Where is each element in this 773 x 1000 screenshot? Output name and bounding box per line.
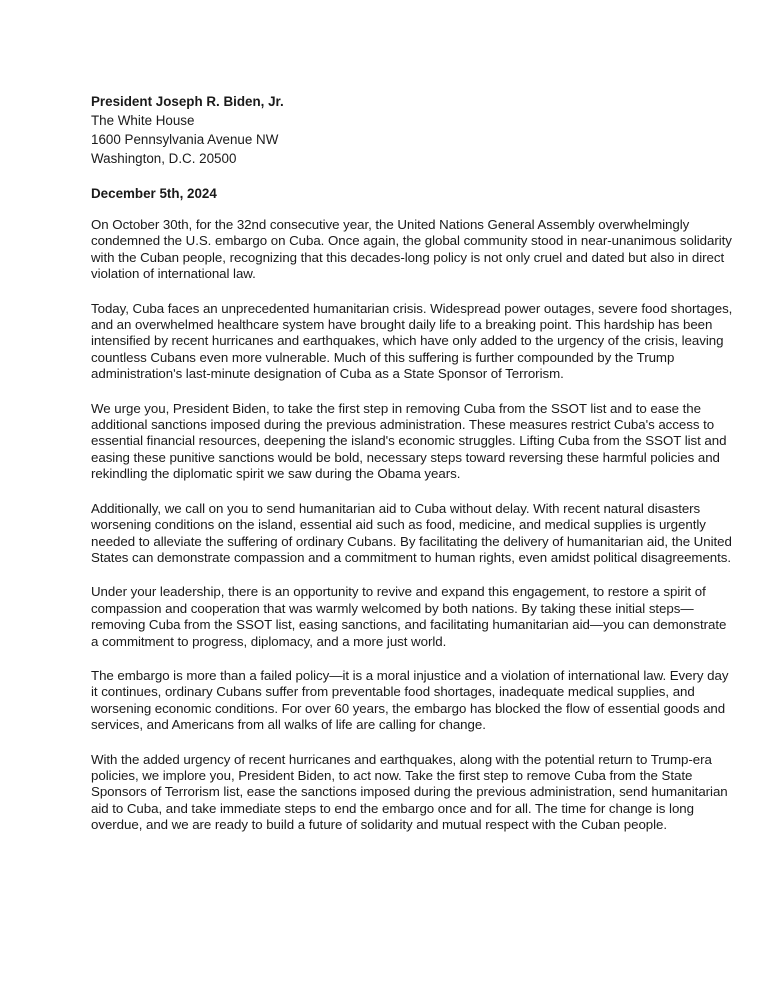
body-paragraph-6: The embargo is more than a failed policy—it is a moral injustice and a violation of international law. Every day it continues, ordinary Cubans suffer from preventable food shortages, inadequate medical supplies, and worsening economic conditions. For over 60 years, the embargo has blocked the flow of essential goods and services, and Americans from all walks of life are calling for change. [91, 667, 729, 733]
body-paragraph-2: Today, Cuba faces an unprecedented humanitarian crisis. Widespread power outages, severe food shortages, and an overwhelmed healthcare system have brought daily life to a breaking point. This hardship has been intensified by recent hurricanes and earthquakes, which have only added to the urgency of the crisis, leaving countless Cubans even more vulnerable. Much of this suffering is further compounded by the Trump administration's last-minute designation of Cuba as a State Sponsor of Terrorism. [91, 300, 733, 382]
body-paragraph-4: Additionally, we call on you to send humanitarian aid to Cuba without delay. With recent natural disasters worsening conditions on the island, essential aid such as food, medicine, and medical supplies is urgently needed to alleviate the suffering of ordinary Cubans. By facilitating the delivery of humanitarian aid, the United States can demonstrate compassion and a commitment to human rights, even amidst political disagreements. [91, 500, 732, 565]
body-paragraph-3: We urge you, President Biden, to take the first step in removing Cuba from the SSOT list and to ease the additional sanctions imposed during the previous administration. These measures restrict Cuba's access to essential financial resources, deepening the island's economic struggles. Lifting Cuba from the SSOT list and easing these punitive sanctions would be bold, necessary steps toward reversing these harmful policies and rekindling the diplomatic spirit we saw during the Obama years. [91, 400, 727, 482]
body-paragraph-1: On October 30th, for the 32nd consecutive year, the United Nations General Assembly overwhelmingly condemned the U.S. embargo on Cuba. Once again, the global community stood in near-unanimous solidarity with the Cuban people, recognizing that this decades-long policy is not only cruel and dated but also in direct violation of international law. [91, 217, 732, 282]
address-line-2: 1600 Pennsylvania Avenue NW [91, 132, 279, 147]
address-line-1: The White House [91, 113, 195, 128]
letter-body [91, 217, 733, 834]
letter-date: December 5th, 2024 [91, 186, 217, 201]
recipient-name: President Joseph R. Biden, Jr. [91, 94, 284, 109]
body-paragraph-7: With the added urgency of recent hurricanes and earthquakes, along with the potential return to Trump-era policies, we implore you, President Biden, to act now. Take the first step to remove Cuba from the State Sponsors of Terrorism list, ease the sanctions imposed during the previous administration, send humanitarian aid to Cuba, and take immediate steps to end the embargo once and for all. The time for change is long overdue, and we are ready to build a future of solidarity and mutual respect with the Cuban people. [91, 751, 728, 833]
recipient-address [91, 92, 733, 168]
address-line-3: Washington, D.C. 20500 [91, 151, 237, 166]
body-paragraph-5: Under your leadership, there is an opportunity to revive and expand this engagement, to restore a spirit of compassion and cooperation that was warmly welcomed by both nations. By taking these initial steps—removing Cuba from the SSOT list, easing sanctions, and facilitating humanitarian aid—you can demonstrate a commitment to progress, diplomacy, and a more just world. [91, 584, 727, 649]
